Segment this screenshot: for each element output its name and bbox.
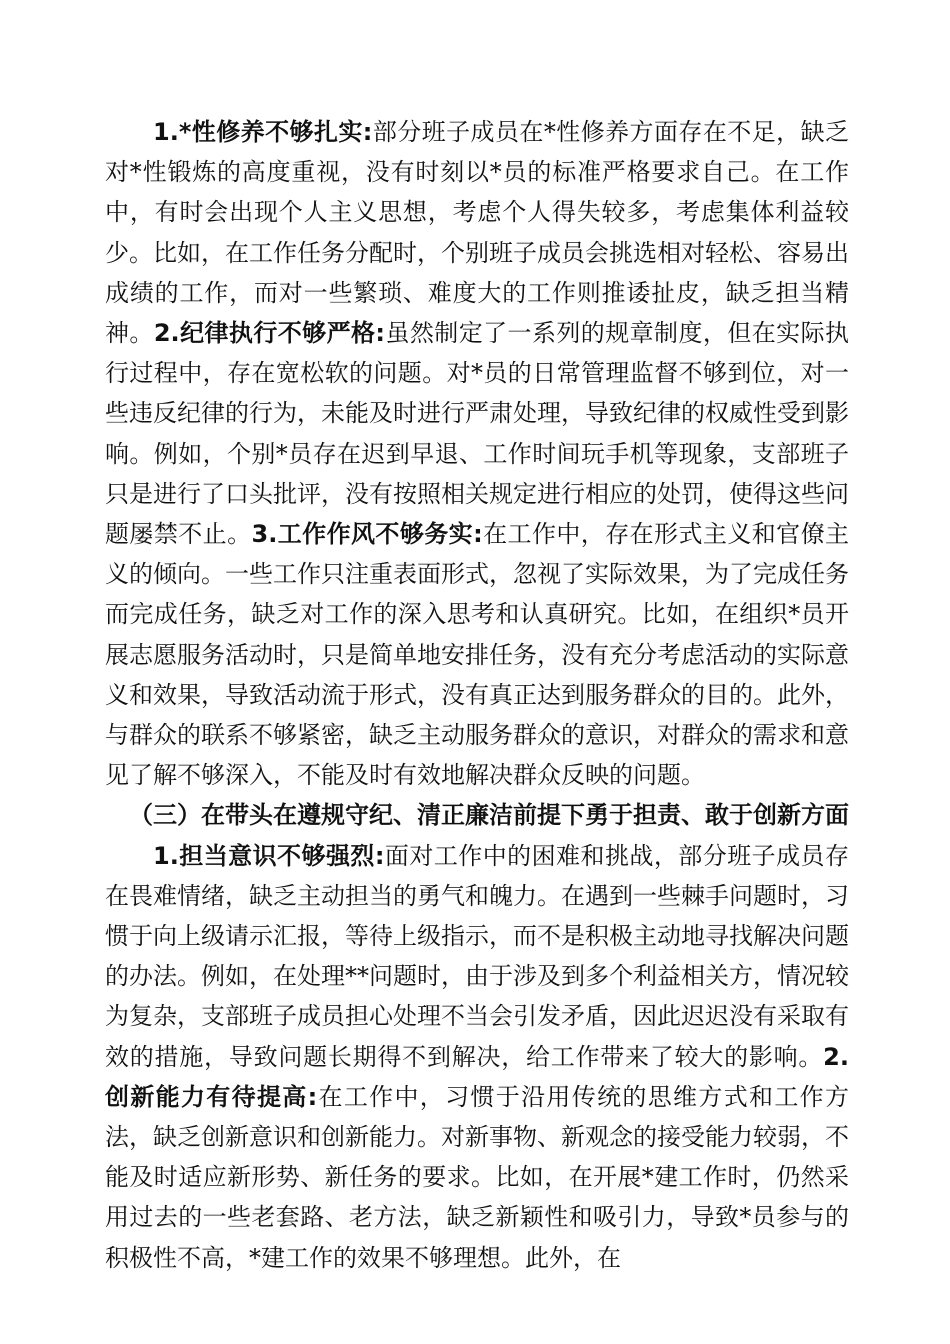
item-text: 在工作中，习惯于沿用传统的思维方式和工作方法，缺乏创新意识和创新能力。对新事物、新观念的接受能力较弱，不能及时适应新形势、新任务的要求。比如，在开展*建工作时，仍然采用过去的一些老套路、老方法，缺乏新颖性和吸引力，导致*员参与的积极性不高，*建工作的效果不够理想。此外，在 — [105, 1082, 849, 1272]
item-heading: 2.创新能力有待提高: — [105, 1042, 849, 1111]
item-heading: 2.纪律执行不够严格: — [153, 319, 386, 348]
item-heading: 1.担当意识不够强烈: — [153, 841, 385, 870]
item-text: 面对工作中的困难和挑战，部分班子成员存在畏难情绪，缺乏主动担当的勇气和魄力。在遇到一些棘手问题时，习惯于向上级请示汇报，等待上级指示，而不是积极主动地寻找解决问题的办法。例如，在处理**问题时，由于涉及到多个利益相关方，情况较为复杂，支部班子成员担心处理不当会引发矛盾，因此迟迟没有采取有效的措施，导致问题长期得不到解决，给工作带来了较大的影响。 — [105, 841, 850, 1071]
document-page — [105, 112, 849, 1278]
section-heading: （三）在带头在遵规守纪、清正廉洁前提下勇于担责、敢于创新方面 — [129, 801, 849, 830]
item-text: 在工作中，存在形式主义和官僚主义的倾向。一些工作只注重表面形式，忽视了实际效果，为了完成任务而完成任务，缺乏对工作的深入思考和认真研究。比如，在组织*员开展志愿服务活动时，只是简单地安排任务，没有充分考虑活动的实际意义和效果，导致活动流于形式，没有真正达到服务群众的目的。此外，与群众的联系不够紧密，缺乏主动服务群众的意识，对群众的需求和意见了解不够深入，不能及时有效地解决群众反映的问题。 — [105, 520, 849, 790]
paragraph-party-issues — [105, 112, 849, 795]
item-text: 虽然制定了一系列的规章制度，但在实际执行过程中，存在宽松软的问题。对*员的日常管理监督不够到位，对一些违反纪律的行为，未能及时进行严肃处理，导致纪律的权威性受到影响。例如，个别*员存在迟到早退、工作时间玩手机等现象，支部班子只是进行了口头批评，没有按照相关规定进行相应的处罚，使得这些问题屡禁不止。 — [105, 319, 849, 549]
item-heading: 1.*性修养不够扎实: — [153, 118, 373, 146]
item-heading: 3.工作作风不够务实: — [251, 520, 483, 549]
item-text: 部分班子成员在*性修养方面存在不足，缺乏对*性锻炼的高度重视，没有时刻以*员的标准严格要求自己。在工作中，有时会出现个人主义思想，考虑个人得失较多，考虑集体利益较少。比如，在工作任务分配时，个别班子成员会挑选相对轻松、容易出成绩的工作，而对一些繁琐、难度大的工作则推诿扯皮，缺乏担当精神。 — [105, 118, 849, 348]
paragraph-responsibility-issues — [105, 836, 849, 1278]
